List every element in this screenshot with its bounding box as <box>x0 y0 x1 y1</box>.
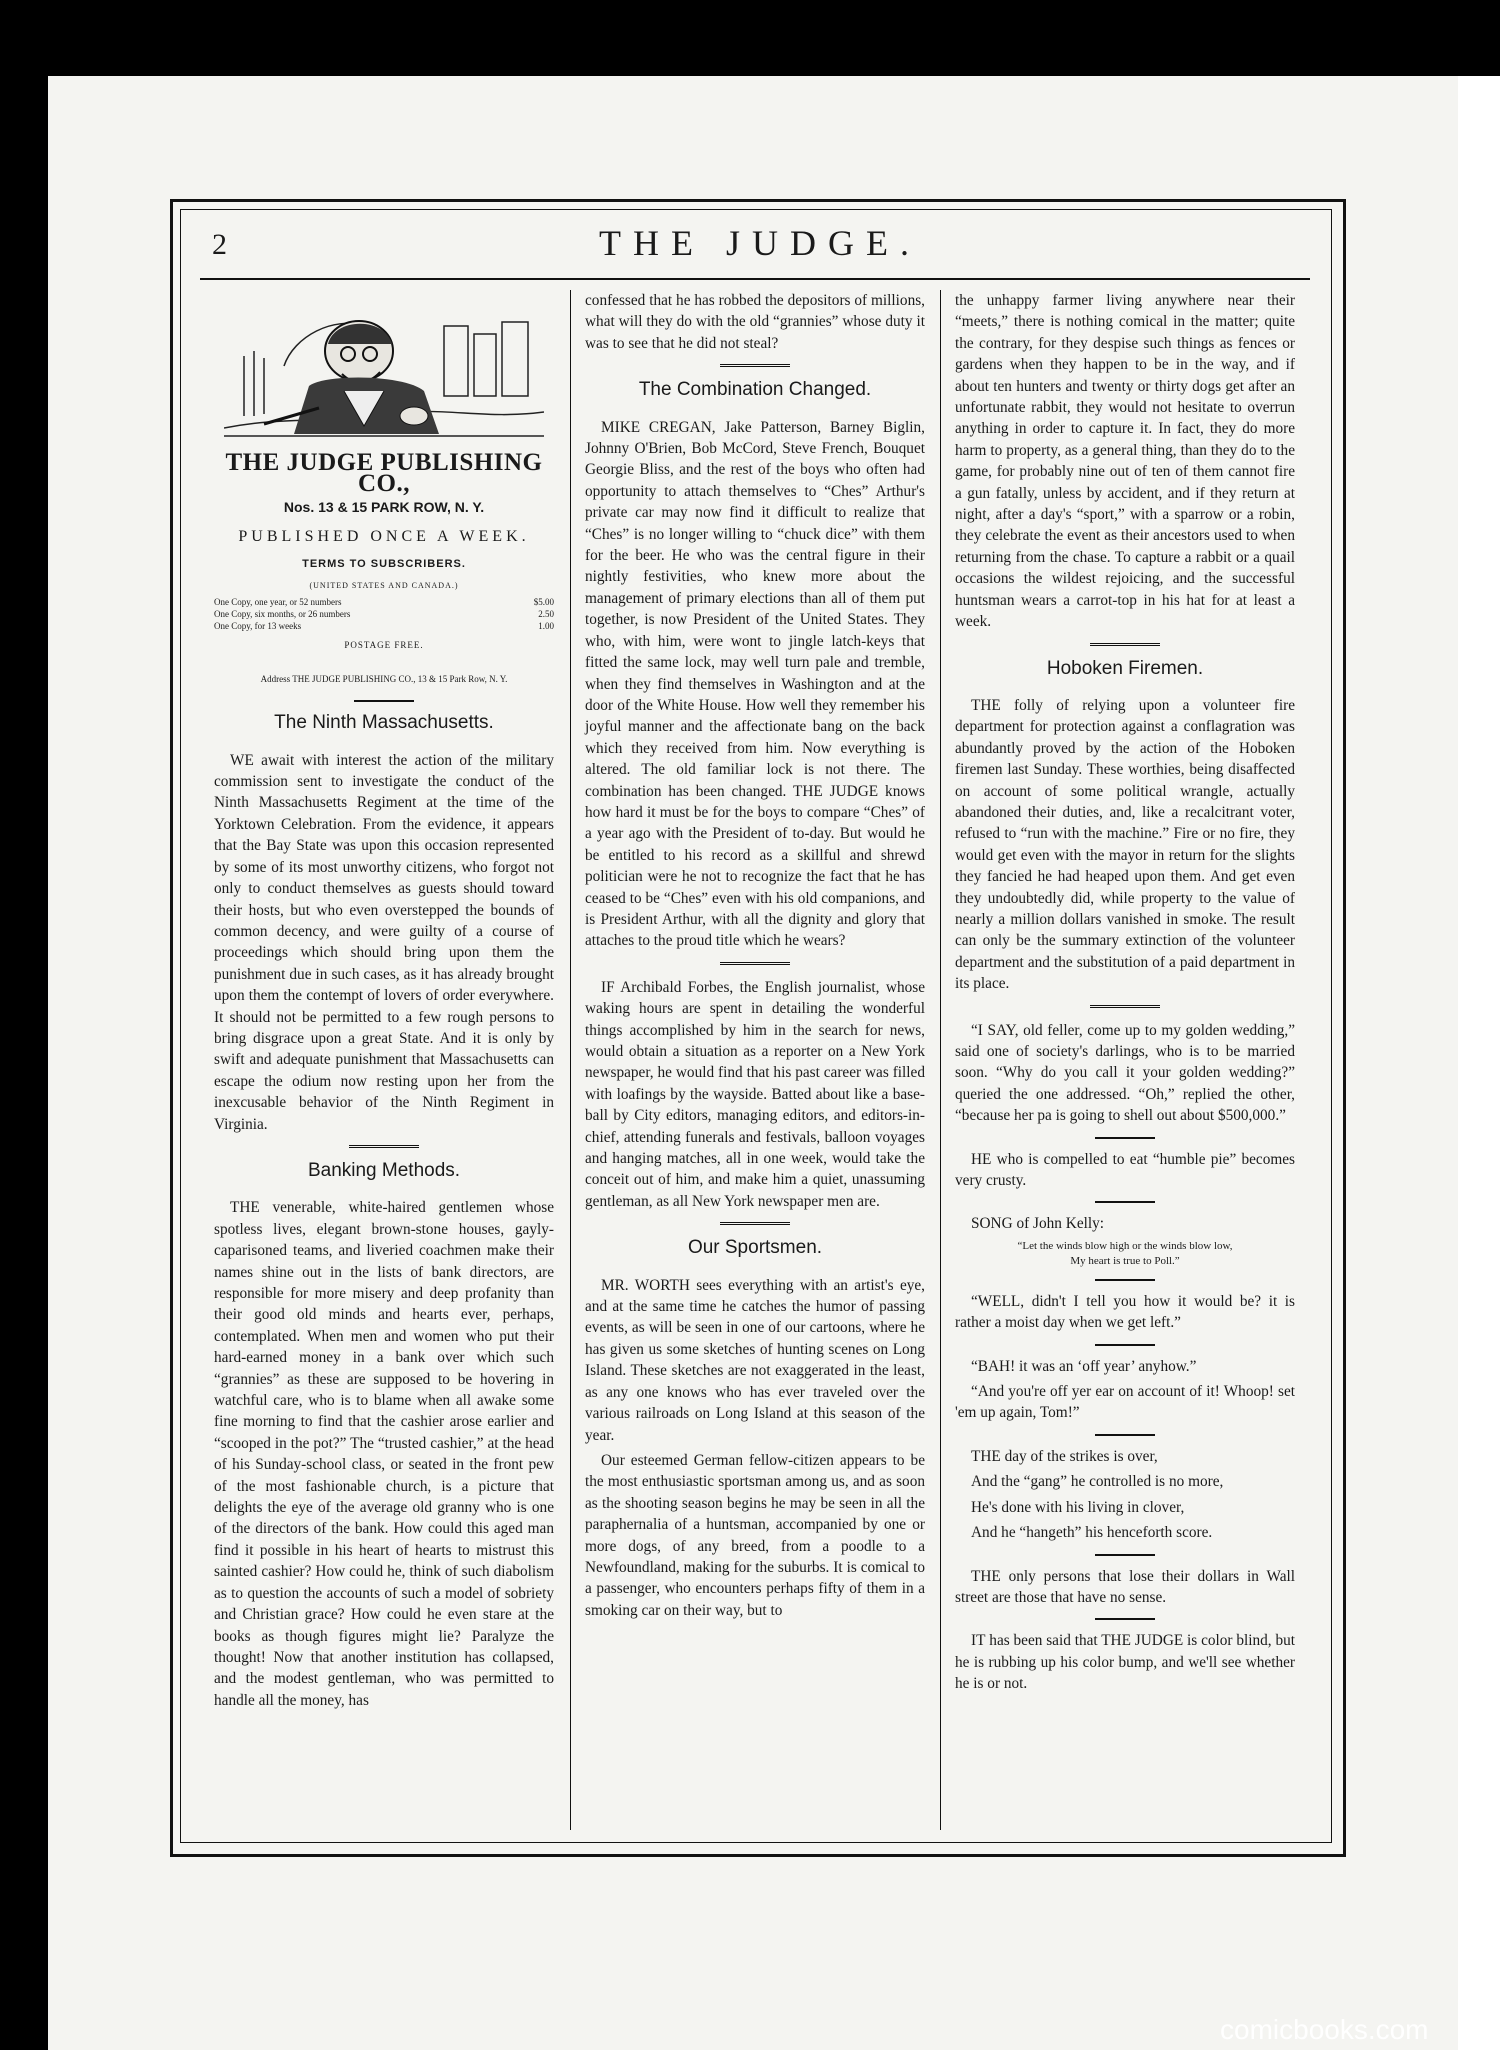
article-title: Our Sportsmen. <box>687 1237 823 1259</box>
lyric-line: My heart is true to Poll.” <box>1070 1254 1180 1267</box>
song-lyric <box>955 1239 1295 1269</box>
article-paragraph: “I SAY, old feller, come up to my golden wedding,” said one of society's darlings, who is to be married soon. “Why do you call it your golden wedding?” queried the one addressed. “Oh,” replied the other, “because her pa is going to shell out about $500,000.” <box>955 1021 1295 1125</box>
separator <box>349 1145 419 1150</box>
separator <box>1095 1201 1155 1203</box>
terms-label: One Copy, for 13 weeks <box>214 621 302 632</box>
verse-line: And he “hangeth” his henceforth score. <box>971 1524 1213 1542</box>
page-title: THE JUDGE. <box>599 223 921 263</box>
publication-frequency: PUBLISHED ONCE A WEEK. <box>238 528 530 546</box>
article-title: Hoboken Firemen. <box>1046 657 1204 679</box>
verse-line: He's done with his living in clover, <box>971 1498 1185 1516</box>
terms-price: 2.50 <box>538 609 554 620</box>
publisher-name: THE JUDGE PUBLISHING CO., <box>225 449 543 498</box>
article-paragraph: THE folly of relying upon a volunteer fire department for protection against a conflagration was abundantly proved by the action of the Hoboken firemen last Sunday. These worthies, being disaffected on account of some political wrangle, actually abandoned their duties, and, like a recalcitrant voter, refused to “run with the machine.” Fire or no fire, they would get even with the mayor in return for the slights they fancied he had heaped upon them. And get even they undoubtedly did, while property to the value of nearly a million dollars vanished in smoke. The result can only be the summary extinction of the volunteer department and the substitution of a paid department in its place. <box>955 696 1295 993</box>
separator <box>354 700 414 702</box>
separator <box>1095 1618 1155 1620</box>
column-1 <box>214 290 554 1715</box>
masthead <box>214 296 554 690</box>
verse-line: THE day of the strikes is over, <box>971 1447 1158 1465</box>
separator <box>1095 1137 1155 1139</box>
terms-row <box>214 608 554 620</box>
terms-label: One Copy, six months, or 26 numbers <box>214 609 351 620</box>
verse-line: And the “gang” he controlled is no more, <box>971 1473 1224 1491</box>
terms-row <box>214 620 554 632</box>
terms-subheading: (UNITED STATES AND CANADA.) <box>309 581 459 591</box>
header-rule <box>200 278 1310 280</box>
article-paragraph: MIKE CREGAN, Jake Patterson, Barney Biglin, Johnny O'Brien, Bob McCord, Steve French, Bouquet Georgie Bliss, and the rest of the boys who often had opportunity to attach themselves to “Ches” Arthur's private car may now find it difficult to realize that “Ches” is no longer willing to “chuck dice” with them for the beer. He who was the central figure in their nightly festivities, who knew more about the management of primary elections than all of them put together, is now President of the United States. They who, with him, were wont to jingle latch-keys that fitted the same lock, may well turn pale and tremble, when they find themselves in Washington and at the door of the White House. How well they remember his joyful manner and the affectionate bang on the back which they received from him. Now everything is altered. The old familiar lock is not there. The combination has been changed. THE JUDGE knows how hard it must be for the boys to compare “Ches” of a year ago with the President of to-day. But would he be entitled to his record as a skillful and shrewd politician were he not to recognize the fact that he has ceased to be “Ches” even with his old companions, and is President Arthur, with all the dignity and glory that attaches to the proud title which he wears? <box>585 418 926 950</box>
article-title: The Ninth Massachusetts. <box>274 712 494 734</box>
article-paragraph: IF Archibald Forbes, the English journalist, whose waking hours are spent in detailing the wonderful things accomplished by him in the search for news, would obtain a situation as a reporter on a New York newspaper, he would find that his past career was filled with loafings by the wayside. Batted about like a base-ball by City editors, managing editors, and editors-in-chief, attending funerals and festivals, balloon voyages and hanging matches, all in one week, would take the conceit out of him, and make him a quiet, unassuming gentleman, as all New York newspaper men are. <box>585 978 926 1210</box>
lyric-line: “Let the winds blow high or the winds blow low, <box>1017 1239 1233 1252</box>
column-2 <box>585 290 925 1625</box>
separator <box>1095 1344 1155 1346</box>
article-title: The Combination Changed. <box>638 379 872 401</box>
column-divider <box>570 290 571 1830</box>
article-paragraph: Our esteemed German fellow-citizen appears to be the most enthusiastic sportsman among us, and as soon as the shooting season begins he may be seen in all the paraphernalia of a huntsman, accompanied by one or more dogs, of any breed, from a poodle to a Newfoundland, making for the suburbs. It is comical to a passenger, who encounters perhaps fifty of them in a smoking car on their way, but to <box>585 1451 925 1619</box>
separator <box>1095 1434 1155 1436</box>
postage-note: POSTAGE FREE. <box>344 640 424 651</box>
article-title: Banking Methods. <box>307 1159 461 1181</box>
terms-row <box>214 596 554 608</box>
separator <box>1090 643 1160 648</box>
separator <box>1090 1005 1160 1010</box>
terms-price: $5.00 <box>533 597 554 608</box>
publisher-address: Nos. 13 & 15 PARK ROW, N. Y. <box>283 498 485 515</box>
article-paragraph: “And you're off yer ear on account of it! Whoop! set 'em up again, Tom!” <box>955 1383 1295 1422</box>
separator <box>720 962 790 967</box>
article-paragraph: IT has been said that THE JUDGE is color blind, but he is rubbing up his color bump, and we'll see whether he is or not. <box>955 1632 1296 1693</box>
separator <box>720 364 790 369</box>
article-paragraph: confessed that he has robbed the depositors of millions, what will they do with the old “grannies” whose duty it was to see that he did not steal? <box>585 292 925 352</box>
address-line: Address THE JUDGE PUBLISHING CO., 13 & 15 Park Row, N. Y. <box>260 673 508 684</box>
article-paragraph: THE venerable, white-haired gentlemen whose spotless lives, elegant brown-stone houses, gayly-caparisoned teams, and liveried coachmen make their names shine out in the lists of bank directors, are responsible for more misery and deep profanity than their good old minds and hearts ever, perhaps, contemplated. When men and women who put their hard-earned money in a bank over which such “grannies” as these are supposed to be hovering in watchful care, who is to blame when all awake some fine morning to find that the cashier arose earlier and “scooped in the pot?” The “trusted cashier,” at the head of his Sunday-school class, or seated in the front pew of the most fashionable church, is a picture that delights the eye of the average old granny who is one of the directors of the bank. How could this aged man find it possible in his heart of hearts to mistrust this sainted cashier? How could he, think of such diabolism as to question the accounts of such a model of sobriety and Christian grace? How could he even stare at the books as though figures might lie? Paralyze the thought! Now that another institution has collapsed, and the modest gentleman, who was permitted to handle all the money, has <box>214 1199 554 1709</box>
terms-heading: TERMS TO SUBSCRIBERS. <box>302 557 466 570</box>
article-paragraph: MR. WORTH sees everything with an artist's eye, and at the same time he catches the humor of passing events, as will be seen in one of our cartoons, where he has given us some sketches of hunting scenes on Long Island. These sketches are not exaggerated in the least, as any one knows who has ever traveled over the various railroads on Long Island at this season of the year. <box>585 1276 925 1444</box>
article-paragraph: HE who is compelled to eat “humble pie” becomes very crusty. <box>955 1150 1295 1190</box>
article-paragraph: SONG of John Kelly: <box>971 1215 1105 1233</box>
article-paragraph: “BAH! it was an ‘off year’ anyhow.” <box>971 1357 1197 1375</box>
adjacent-page-edge <box>1458 76 1500 2050</box>
column-3 <box>955 290 1295 1699</box>
judge-cartoon-illustration <box>224 296 544 446</box>
article-paragraph: the unhappy farmer living anywhere near their “meets,” there is nothing comical in the matter; quite the contrary, for they despise such things as fences or gardens when they happen to be in the way, and if about ten hunters and twenty or thirty dogs get after an unfortunate rabbit, they would not hesitate to overrun anything in order to capture it. In fact, they do more harm to property, as a general thing, than they do to the game, for probably nine out of ten of them cannot fire a gun fatally, unless by accident, and if they return at night, after a day's “sport,” with a sparrow or a robin, they celebrate the event as their ancestors used to when returning from the chase. To capture a rabbit or a quail occasions the wildest rejoicing, and the successful huntsman wears a carrot-top in his hat for at least a week. <box>955 292 1295 631</box>
article-paragraph: “WELL, didn't I tell you how it would be? it is rather a moist day when we get left.” <box>955 1292 1296 1332</box>
separator <box>1095 1554 1155 1556</box>
article-paragraph: WE await with interest the action of the military commission sent to investigate the conduct of the Ninth Massachusetts Regiment at the time of the Yorktown Celebration. From the evidence, it appears that the Bay State was upon this occasion represented by some of its most unworthy citizens, who forgot not only to conduct themselves as guests should toward their hosts, but who even overstepped the bounds of common decency, and were guilty of a course of proceedings which should bring upon them the punishment due in such cases, as it has already brought upon them the contempt of lovers of order everywhere. It should not be permitted to a few rough persons to bring disgrace upon a great State. And it is only by swift and adequate punishment that Massachusetts can escape the odium now resting upon her from the inexcusable behavior of the Ninth Regiment in Virginia. <box>214 751 554 1133</box>
terms-label: One Copy, one year, or 52 numbers <box>214 597 342 608</box>
separator <box>1095 1279 1155 1281</box>
terms-price: 1.00 <box>538 621 554 632</box>
watermark: comicbooks.com <box>1220 2014 1429 2045</box>
separator <box>720 1222 790 1227</box>
column-divider <box>940 290 941 1830</box>
page-number: 2 <box>212 228 227 261</box>
article-paragraph: THE only persons that lose their dollars in Wall street are those that have no sense. <box>955 1567 1295 1606</box>
